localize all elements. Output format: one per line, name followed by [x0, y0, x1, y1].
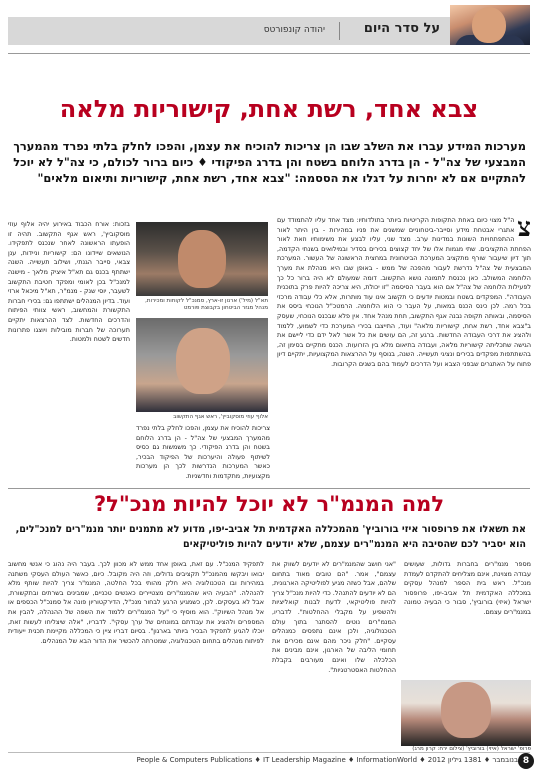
article2-column-right: מספר מנמ"רים בחברות גדולות, שעושים עבודה מצוינת, אינם מצליחים להתקדם לעמדת מנכ"ל. ראש בית הספר למנהל עסקים במכללה האקדמית תל אביב-יפו, פרופסור ישראל (איזי) בורוביץ', סבור כי הבעיה טמונה במנמ"רים עצמם. — [404, 560, 531, 616]
section-divider — [8, 488, 530, 489]
photo-moskovitz-caption: אלוף עוזי מוסקוביץ', ראש אגף התקשוב — [173, 414, 268, 420]
article2-column-mid: "אני חושב שהמנמ"רים לא יודעים לשווק את עצמם", אמר. "הם טובים מאוד בתחום שלהם, אבל כשזה מגיע לפוליטיקה הארגונית, הם לא יודעים להתנהל. כדי להיות מנכ"ל צריך להיות פוליטיקאי, לדעת לבנות קואליציות ולהשפיע על מקבלי ההחלטות". לדבריו, המנמ"רים נוטים להסתגר בתוך עולם הטכנולוגיה, ולכן אינם נתפסים כמנהלים עסקיים. "חלק ניכר מהם אינם מכירים את תחומי הליבה של הארגון, אינם מבינים את הכלכלה שלו ואינם מעורבים בקבלת ההחלטות האסטרטגיות". — [272, 560, 396, 674]
article1-column-right — [277, 216, 531, 482]
main-subhead: מערכות המידע עברו את השלב שבו הן צריכות להוכיח את עצמן, והפכו לחלק בלתי נפרד מהמערך המבצעי של צה"ל - הן בדרג הלוחם בשטח והן בדרג הפיקודי ♦ כיום ברור לכולם, כי צה"ל לא יוכל להתקיים אם לא יחרות על דגלו את הססמה: "צבא אחד, רשת אחת, קישוריות ותיאום מלאים" — [13, 139, 526, 185]
column-divider — [339, 22, 340, 40]
article2-column-left: לתפקיד המנכ"ל. עם זאת, באופן אחד ממש לא מכוון לכך. בעבר היה נהוג כי אנשי מחשוב יבואו ויבקשו מהמנכ"ל תקציבים גדולים, וזה היה מקובל. כיום, כאשר העולם העסקי משתנה במהירות ובו הטכנולוגיה היא חלק מהותי בכל החלטה, המנמ"ר צריך להיות שותף מלא להנהלה. "הבעיה היא שהמנמ"רים מצטיירים כאנשים טכניים, שמבינים בשרתים ובתקשורת, אבל לא בעסקים. לכן, כשמגיע הרגע לבחור מנכ"ל, הדירקטוריון פונה אל סמנכ"ל הכספים או אל מנהל השיווק". הוא מוסיף כי "על המנמ"רים ללמוד את השפה של ההנהלה, להבין את המספרים ולהציג את עבודתם במונחים של ערך עסקי". לדבריו, "אלה שיצליחו לעשות זאת, יוכלו להגיע לתפקיד הבכיר ביותר בארגון". בסיום דבריו ציין כי המכללה מקיימת תכנית ייעודית לפיתוח מנהלים בתחום הטכנולוגיה, שמטרתה להכשיר את הדור הבא של המנהלים. — [8, 560, 264, 645]
column-header-bar — [8, 17, 450, 45]
author-photo-face — [472, 7, 506, 43]
photo-borovich-caption: פרופ' ישראל (איזי) בורוביץ' (צילום ירח: קרון מרג) — [412, 746, 531, 752]
second-headline: למה המנמ"ר לא יוכל להיות מנכ"ל? — [93, 492, 445, 516]
photo-borovich-face — [441, 682, 491, 738]
article1-column-mid-lower: צריכות להוכיח את עצמן, והפכו לחלק בלתי נפרד מהמערך המבצעי של צה"ל - הן בדרג הלוחם בשטח והן בדרג הפיקודי. כך משמשות גם כסיס לשיתוף פעולה והיערכות של הפיקוד הבכיר, כאשר המערכות הנדרשות לכך הן מערכות מקצועיות, מתקדמות וחדשניות. — [136, 424, 270, 480]
footer-divider — [8, 752, 530, 753]
main-headline: צבא אחד, רשת אחת, קישוריות מלאה — [59, 95, 479, 123]
article1-column-left: בזכות: אורח הכבוד באירוע יהיה אלוף עוזי מוסקוביץ', ראש אגף התקשוב. תהיה זו הופעתו הראשונה לאחר שנכנס לתפקידו. הנושאים שיידונו הם: קישוריות וניידות, ענן צבאי, סייבר הגנתי, ושילוב תעשייה. השנה ישתתף בכנס גם תא"ל איציק מלאך - מישנה למנכ"ל בכן לאומי ומפקד חטיבת התקשוב לשעבר, יוסי שנק - מנמ"ר, תא"ל מיכאל ארזי ועוד. בדיון המנהלים ישתתפו גם: בכירי חברות התקשורת והמחשוב, ראשי צוותי הפיתוח והדרכים החדשות. לצד ההרצאות יתקיים תערוכה של חברות מובילות ויוצגו פתרונות חדשים לשטח ולמטות. — [8, 220, 130, 344]
column-name: על סדר היום — [363, 21, 440, 36]
page-footer: People & Computers Publications ♦ IT Leadership Magazine ♦ InformationWorld ♦ 2012 בנובמבר ♦ 1381 גיליון — [136, 756, 518, 764]
author-photo — [450, 5, 530, 45]
column-author: יהודה קונפורטס — [263, 25, 325, 35]
photo-moskovitz-face — [176, 328, 230, 394]
top-divider — [8, 53, 530, 54]
second-intro: את תשאלו את פרופסור איזי בורוביץ' מהמכללה האקדמית תל אביב-יפו, מדוע לא מתמנים יותר מנמ"רים למנכ"לים, הוא יסביר לכם שהסיבה היא המנמ"רים עצמם, שלא יודעים להיות פוליטיקאים — [15, 524, 526, 550]
article1-column-right-text: ה"ל מצוי כיום באחת התקופות הקריטיות ביותר בתולדותיו: מצד אחד עליו להתמודד עם אתגרי אבטחת מידע וסייבר-ביטחוניים שמשנים את פניו במהירות - בין היתר לאור ההתפתחויות השונות במדינות ערב. מצד שני, עליו לבצע את משימותיו וזאת לאור הפחתת התקציבים. שתי מגמות אלו של יחד קצוצים בכירים בסדיר ובמילואים בשנתי הקדמה, תוך דיון שיעבור שורף מתקציב המערכת הביטחונית במחצית הראשונה של העשור. המערכת המבצעית של צה"ל נדרשת לעבור מהפכה של ממש - באופן שבו היא מנהלת את מערך הלוחמה המשולב. כאן נכנסת לתמונה נושא התקשוב. דומה שמעולם לא היה ברור כל כך לפעילות הלוחמה של צה"ל אם הוא בעבר הסיסמה "זו יכולת, היא צריכה להיות פרק בתוכנית העבודה". המפקדים בשטח ובמטות יודעים כי תקשוב אינו עוד מותרות, אלא כלי עבודה מרכזי בכל רמה. לכן כינס הכנס במאות, על העבר כי הוא הלוחמה. הרמטכ"ל הנוכחי ביסס את הסיסמה, ובאותה תקופה נבנה אגף התקשוב, תחת מנהל אחד. אין פלא שבכנס הנוכחי, שעסק ב"צבא אחד, רשת אחת, קישוריות מלאה" ועוד, התייצבו בכירי המערכת כדי לשמוע, ללמוד ולהציג את דרכי העבודה החדשות. ברגע זה, הם עושים את כל אשר לאל ידם כדי ליישם את הגישה שתכליתה קישוריות מלאה, ועבודה בתיאום מלא בין הזרועות. הכנס מתקיים בסימן זה, בהשתתפות מפקדים בכירים ונציגי תעשייה. השנה, בנוסף על ההרצאות המקצועיות, יתקיים דיון פתוח על האתגרים שבפני הצבא ועל הדרכים לעמוד בהם בשנים הקרובות. — [277, 216, 531, 368]
photo-moskovitz — [136, 318, 268, 412]
article1-dropcap: צ — [517, 216, 531, 243]
photo-borovich — [401, 680, 531, 746]
photo-arnon — [136, 222, 268, 296]
photo-arnon-caption: תא"ל (מיל') ארנון זו-ארץ, סמנכ"ל לקוחות ומכירות, מנהל מגזר הביטחון בקבוצת פורמט — [145, 298, 268, 311]
photo-arnon-face — [178, 230, 226, 288]
page-number-badge: 8 — [518, 753, 534, 769]
